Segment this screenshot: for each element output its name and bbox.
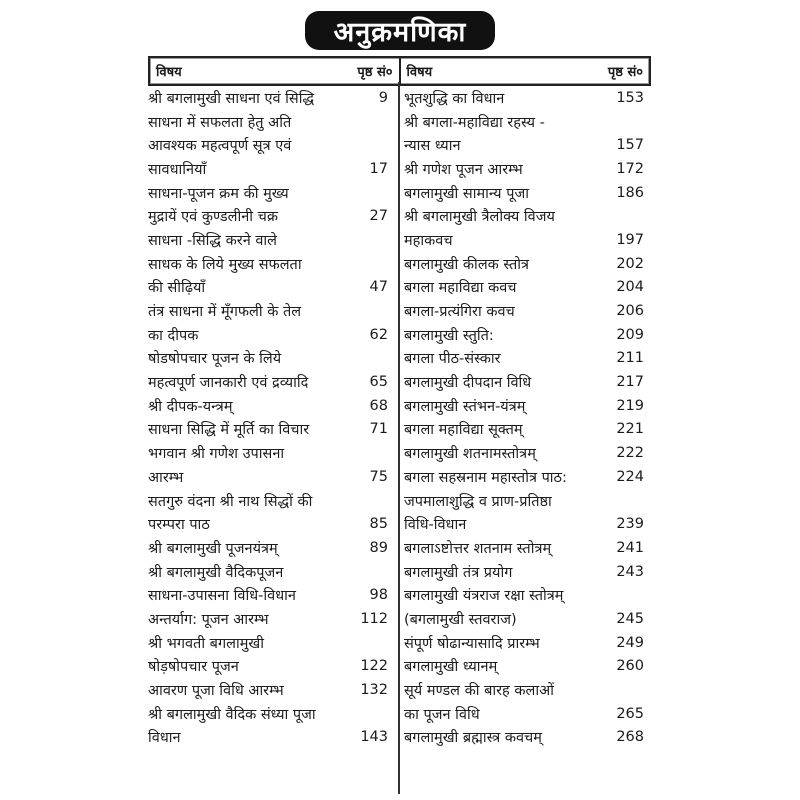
toc-entry-title: (बगलामुखी स्तवराज)	[404, 611, 517, 628]
toc-entry-title: आरम्भ	[148, 469, 184, 486]
toc-entry-title: अन्तर्याग: पूजन आरम्भ	[148, 611, 269, 628]
toc-entry-title: विधान	[148, 730, 181, 747]
toc-entry-page: 204	[616, 279, 644, 296]
toc-entry-title: बगलामुखी तंत्र प्रयोग	[404, 564, 513, 581]
toc-entry	[148, 655, 394, 679]
toc-entry	[404, 441, 650, 465]
toc-entry-title: साधना -सिद्धि करने वाले	[148, 232, 277, 249]
toc-entry-title: बगला-प्रत्यंगिरा कवच	[404, 304, 515, 321]
toc-entry-title: महत्वपूर्ण जानकारी एवं द्रव्यादि	[148, 375, 309, 392]
toc-entry	[148, 252, 394, 276]
toc-entry	[404, 110, 650, 134]
toc-entry	[148, 678, 394, 702]
toc-entry	[404, 583, 650, 607]
toc-entry	[404, 726, 650, 750]
toc-entry	[404, 607, 650, 631]
toc-entry-title: परम्परा पाठ	[148, 517, 210, 534]
header-left	[150, 58, 401, 84]
toc-entry-page: 98	[369, 587, 388, 604]
toc-entry-page: 211	[616, 350, 644, 367]
toc-entry-page: 197	[616, 231, 644, 248]
toc-entry	[148, 133, 394, 157]
toc-entry	[148, 181, 394, 205]
toc-entry	[148, 276, 394, 300]
toc-entry-page: 71	[369, 421, 388, 438]
toc-entry-page: 202	[616, 255, 644, 272]
toc-entry-page: 62	[369, 326, 388, 343]
toc-entry-title: श्री बगला-महाविद्या रहस्य -	[404, 114, 545, 131]
toc-entry-page: 217	[616, 374, 644, 391]
toc-entry	[148, 323, 394, 347]
toc-entry-title: मुद्रायें एवं कुण्डलीनी चक्र	[148, 209, 278, 226]
toc-entry-title: सतगुरु वंदना श्री नाथ सिद्धों की	[148, 493, 313, 510]
header-subject-label: विषय	[156, 65, 182, 80]
toc-entry-title: श्री बगलामुखी वैदिकपूजन	[148, 564, 284, 581]
toc-entry-page: 268	[616, 729, 644, 746]
toc-entry	[404, 323, 650, 347]
toc-entry-page: 68	[369, 397, 388, 414]
toc-entry	[404, 228, 650, 252]
toc-entry	[404, 418, 650, 442]
toc-entry-page: 221	[616, 421, 644, 438]
toc-entry-title: भगवान श्री गणेश उपासना	[148, 446, 285, 463]
toc-entry-title: श्री बगलामुखी साधना एवं सिद्धि	[148, 90, 315, 107]
toc-entry	[404, 276, 650, 300]
toc-entry-page: 249	[616, 634, 644, 651]
column-divider	[398, 82, 400, 794]
toc-entry-title: विधि-विधान	[404, 517, 467, 534]
toc-entry-title: बगलामुखी स्तुति:	[404, 327, 494, 344]
toc-entry	[404, 347, 650, 371]
toc-entry-page: 265	[616, 705, 644, 722]
toc-entry-page: 17	[369, 160, 388, 177]
toc-entry	[148, 157, 394, 181]
toc-entry-title: श्री बगलामुखी वैदिक संध्या पूजा	[148, 706, 316, 723]
toc-entry	[148, 726, 394, 750]
toc-entry-page: 172	[616, 160, 644, 177]
toc-entry-page: 65	[369, 374, 388, 391]
toc-entry-page: 260	[616, 658, 644, 675]
toc-entry-page: 75	[369, 468, 388, 485]
toc-entry	[404, 252, 650, 276]
toc-entry-title: बगला सहस्रनाम महास्तोत्र पाठ:	[404, 469, 567, 486]
toc-entry	[148, 465, 394, 489]
toc-entry-title: बगला महाविद्या कवच	[404, 280, 517, 297]
toc-entry-title: आवश्यक महत्वपूर्ण सूत्र एवं	[148, 138, 292, 155]
toc-entry	[148, 536, 394, 560]
toc-entry-page: 239	[616, 516, 644, 533]
toc-entry-page: 241	[616, 539, 644, 556]
toc-entry	[148, 394, 394, 418]
toc-entry	[404, 394, 650, 418]
toc-entry	[404, 465, 650, 489]
toc-entry-title: आवरण पूजा विधि आरम्भ	[148, 683, 284, 700]
toc-entry	[148, 583, 394, 607]
toc-entry-title: भूतशुद्धि का विधान	[404, 90, 505, 107]
toc-entry-title: बगलामुखी स्तंभन-यंत्रम्	[404, 398, 526, 415]
toc-entry-page: 143	[360, 729, 388, 746]
toc-entry	[404, 86, 650, 110]
toc-entry-page: 206	[616, 303, 644, 320]
toc-entry	[404, 512, 650, 536]
toc-entry-page: 219	[616, 397, 644, 414]
toc-entry	[148, 702, 394, 726]
toc-entry-page: 89	[369, 539, 388, 556]
toc-entry	[404, 299, 650, 323]
toc-entry-title: तंत्र साधना में मूँगफली के तेल	[148, 304, 302, 321]
toc-entry-page: 157	[616, 137, 644, 154]
toc-entry-title: षोडषोपचार पूजन के लिये	[148, 351, 282, 368]
toc-entry	[148, 228, 394, 252]
toc-entry	[148, 441, 394, 465]
toc-entry-title: बगलामुखी दीपदान विधि	[404, 375, 532, 392]
toc-entry-page: 85	[369, 516, 388, 533]
toc-entry	[148, 489, 394, 513]
toc-entry-page: 9	[378, 89, 388, 106]
toc-entry-title: साधना सिद्धि में मूर्ति का विचार	[148, 422, 310, 439]
toc-entry-page: 112	[360, 610, 388, 627]
toc-entry-title: न्यास ध्यान	[404, 138, 461, 155]
toc-entry-title: सूर्य मण्डल की बारह कलाओं	[404, 683, 554, 700]
toc-entry	[148, 110, 394, 134]
toc-entry	[404, 655, 650, 679]
toc-entry-page: 222	[616, 445, 644, 462]
toc-entry-title: बगलामुखी सामान्य पूजा	[404, 185, 529, 202]
toc-entry	[148, 347, 394, 371]
toc-entry-page: 153	[616, 89, 644, 106]
toc-entry-title: सावधानियाँ	[148, 161, 207, 178]
toc-entry-title: बगलामुखी यंत्रराज रक्षा स्तोत्रम्	[404, 588, 564, 605]
toc-entry-title: बगलामुखी ब्रह्मास्त्र कवचम्	[404, 730, 542, 747]
toc-entry-page: 132	[360, 682, 388, 699]
header-page-label: पृष्ठ सं०	[357, 65, 393, 80]
toc-entry-title: का पूजन विधि	[404, 706, 480, 723]
right-column	[404, 86, 650, 749]
toc-entry	[404, 560, 650, 584]
toc-entry	[404, 181, 650, 205]
toc-entry-title: श्री भगवती बगलामुखी	[148, 635, 264, 652]
header-page-label: पृष्ठ सं०	[607, 65, 643, 80]
toc-entry	[148, 299, 394, 323]
toc-entry	[148, 607, 394, 631]
toc-entry-title: बगलामुखी ध्यानम्	[404, 659, 498, 676]
toc-entry	[148, 418, 394, 442]
toc-entry	[404, 157, 650, 181]
toc-entry-title: श्री बगलामुखी त्रैलोक्य विजय	[404, 209, 555, 226]
toc-entry-title: बगलाऽष्टोत्तर शतनाम स्तोत्रम्	[404, 540, 552, 557]
toc-entry	[148, 631, 394, 655]
header-subject-label: विषय	[406, 65, 433, 80]
toc-entry-title: श्री दीपक-यन्त्रम्	[148, 398, 233, 415]
toc-entry-page: 122	[360, 658, 388, 675]
toc-entry-title: की सीढ़ियाँ	[148, 280, 206, 297]
toc-entry	[404, 370, 650, 394]
toc-entry-page: 243	[616, 563, 644, 580]
toc-entry-title: बगला महाविद्या सूक्तम्	[404, 422, 523, 439]
toc-entry-title: षोड़षोपचार पूजन	[148, 659, 239, 676]
toc-entry-page: 186	[616, 184, 644, 201]
toc-entry-page: 209	[616, 326, 644, 343]
toc-entry-page: 47	[369, 279, 388, 296]
toc-entry-page: 245	[616, 610, 644, 627]
toc-entry-title: बगला पीठ-संस्कार	[404, 351, 501, 368]
toc-entry	[148, 86, 394, 110]
toc-entry	[148, 204, 394, 228]
toc-entry-title: जपमालाशुद्धि व प्राण-प्रतिष्ठा	[404, 493, 552, 510]
toc-entry-title: का दीपक	[148, 327, 199, 344]
toc-entry	[404, 489, 650, 513]
toc-entry	[404, 536, 650, 560]
toc-entry-title: महाकवच	[404, 232, 453, 249]
toc-entry-title: साधना-उपासना विधि-विधान	[148, 588, 296, 605]
toc-entry-title: साधना में सफलता हेतु अति	[148, 114, 292, 131]
toc-entry-title: संपूर्ण षोढान्यासादि प्रारम्भ	[404, 635, 540, 652]
toc-entry	[404, 678, 650, 702]
toc-entry	[148, 512, 394, 536]
toc-entry-title: साधक के लिये मुख्य सफलता	[148, 256, 302, 273]
left-column	[148, 86, 394, 749]
toc-entry	[404, 702, 650, 726]
toc-entry-page: 27	[369, 208, 388, 225]
toc-entry	[148, 560, 394, 584]
page-title: अनुक्रमणिका	[305, 11, 495, 50]
toc-entry-title: साधना-पूजन क्रम की मुख्य	[148, 185, 289, 202]
toc-entry	[148, 370, 394, 394]
header-right	[401, 58, 650, 84]
toc-entry-title: श्री बगलामुखी पूजनयंत्रम्	[148, 540, 278, 557]
toc-entry	[404, 204, 650, 228]
toc-entry-title: श्री गणेश पूजन आरम्भ	[404, 161, 523, 178]
toc-entry-page: 224	[616, 468, 644, 485]
toc-entry	[404, 133, 650, 157]
toc-entry-title: बगलामुखी कीलक स्तोत्र	[404, 256, 530, 273]
toc-entry-title: बगलामुखी शतनामस्तोत्रम्	[404, 446, 536, 463]
toc-entry	[404, 631, 650, 655]
